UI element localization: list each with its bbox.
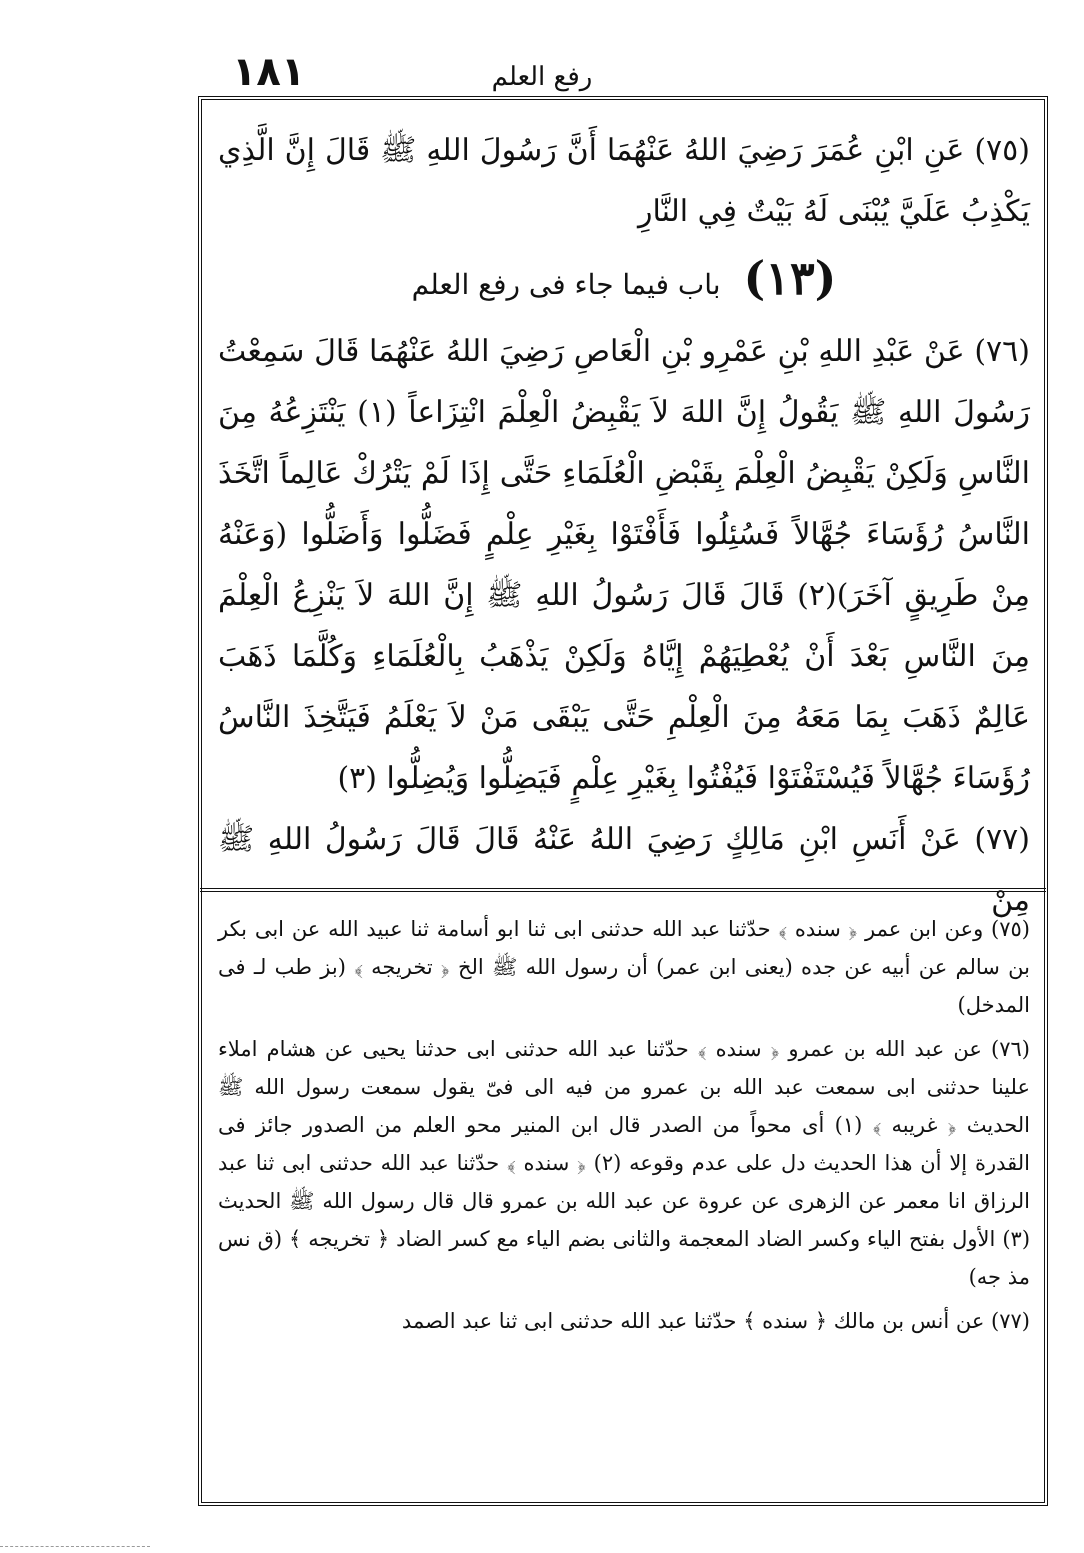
running-header: رفع العلم bbox=[491, 62, 593, 92]
footnote-76: (٧٦) عن عبد الله بن عمرو ﴿ سنده ﴾ حدّثنا عبد الله حدثنى ابى حدثنا يحيى عن هشام املاء علينا حدثنى ابى سمعت عبد الله بن عمرو من فيه الى فىّ يقول سمعت رسول الله ﷺ الحديث ﴿ غريبه ﴾ (١) أى محواً من الصدر قال ابن المنير محو العلم من الصدور جائز فى القدرة إلا أن هذا الحديث دل على عدم وقوعه (٢) ﴿ سنده ﴾ حدّثنا عبد الله حدثنى ابى ثنا عبد الرزاق انا معمر عن الزهرى عن عروة عن عبد الله بن عمرو قال قال رسول الله ﷺ الحديث (٣) الأول بفتح الياء وكسر الضاد المعجمة والثانى بضم الياء مع كسر الضاد ﴿ تخريجه ﴾ (ق نس مذ جه) bbox=[218, 1037, 1031, 1289]
main-text bbox=[218, 120, 1030, 918]
footnote-75: (٧٥) وعن ابن عمر ﴿ سنده ﴾ حدّثنا عبد الله حدثنى ابى ثنا ابو أسامة ثنا عبيد الله عن ابى بكر بن سالم عن أبيه عن جده (يعنى ابن عمر) أن رسول الله ﷺ الخ ﴿ تخريجه ﴾ (بز طب لـ فى المدخل) bbox=[218, 917, 1030, 1017]
footnote-77: (٧٧) عن أنس بن مالك ﴿ سنده ﴾ حدّثنا عبد الله حدثنى ابى ثنا عبد الصمد bbox=[401, 1309, 1030, 1333]
chapter-number: (١٣) bbox=[743, 251, 837, 305]
hadith-75: (٧٥) عَنِ ابْنِ عُمَرَ رَضِيَ اللهُ عَنْهُمَا أَنَّ رَسُولَ اللهِ ﷺ قَالَ إِنَّ الَّذِي يَكْذِبُ عَلَيَّ يُبْنَى لَهُ بَيْتٌ فِي النَّارِ bbox=[218, 133, 1030, 229]
chapter-title: باب فيما جاء فى رفع العلم bbox=[411, 268, 721, 301]
scan-edge-mark bbox=[0, 1546, 150, 1547]
hadith-76: (٧٦) عَنْ عَبْدِ اللهِ بْنِ عَمْرِو بْنِ الْعَاصِ رَضِيَ اللهُ عَنْهُمَا قَالَ سَمِعْتُ رَسُولَ اللهِ ﷺ يَقُولُ إِنَّ اللهَ لاَ يَقْبِضُ الْعِلْمَ انْتِزَاعاً (١) يَنْتَزِعُهُ مِنَ النَّاسِ وَلَكِنْ يَقْبِضُ الْعِلْمَ بِقَبْضِ الْعُلَمَاءِ حَتَّى إِذَا لَمْ يَتْرُكْ عَالِماً اتَّخَذَ النَّاسُ رُؤَسَاءَ جُهَّالاً فَسُئِلُوا فَأَفْتَوْا بِغَيْرِ عِلْمٍ فَضَلُّوا وَأَضَلُّوا (وَعَنْهُ مِنْ طَرِيقٍ آخَرَ)(٢) قَالَ قَالَ رَسُولُ اللهِ ﷺ إِنَّ اللهَ لاَ يَنْزِعُ الْعِلْمَ مِنَ النَّاسِ بَعْدَ أَنْ يُعْطِيَهُمْ إِيَّاهُ وَلَكِنْ يَذْهَبُ بِالْعُلَمَاءِ وَكُلَّمَا ذَهَبَ عَالِمٌ ذَهَبَ بِمَا مَعَهُ مِنَ الْعِلْمِ حَتَّى يَبْقَى مَنْ لاَ يَعْلَمُ فَيَتَّخِذَ النَّاسُ رُؤَسَاءَ جُهَّالاً فَيُسْتَفْتَوْا فَيُفْتُوا بِغَيْرِ عِلْمٍ فَيَضِلُّوا وَيُضِلُّوا (٣) bbox=[218, 334, 1030, 796]
hadith-77: (٧٧) عَنْ أَنَسِ ابْنِ مَالِكٍ رَضِيَ اللهُ عَنْهُ قَالَ قَالَ رَسُولُ اللهِ ﷺ مِنْ bbox=[218, 822, 1030, 918]
chapter-heading bbox=[218, 242, 1030, 321]
footnotes bbox=[218, 910, 1030, 1495]
page-number: ١٨١ bbox=[232, 49, 306, 95]
